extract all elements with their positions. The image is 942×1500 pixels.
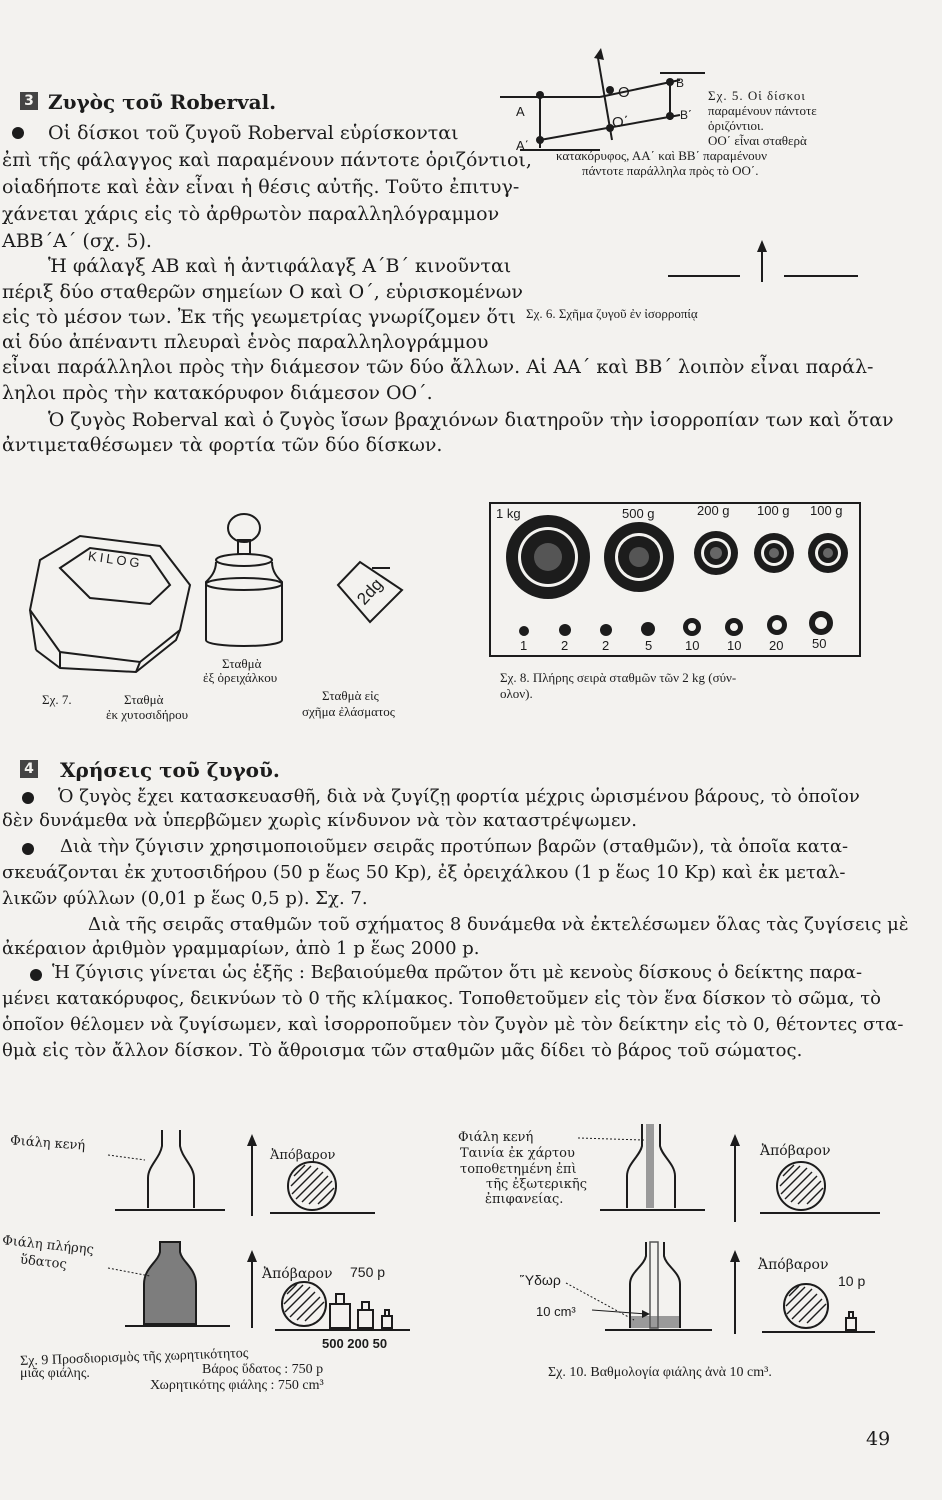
fig8-bottom-label-6: 10 xyxy=(727,638,742,653)
fig9-caption-1: Σχ. 9 Προσδιορισμὸς τῆς χωρητικότητος xyxy=(19,1346,249,1369)
fig10-tare-label-2: Ἀπόβαρον xyxy=(758,1257,829,1273)
fig10-volume-label: 10 cm³ xyxy=(536,1304,576,1319)
fig8-top-label-1: 1 kg xyxy=(496,506,521,521)
fig5-caption-5: κατακόρυφος, ΑΑ΄ καὶ ΒΒ΄ παραμένουν xyxy=(556,148,767,163)
fig5-label-o-prime: O΄ xyxy=(612,114,629,131)
s4-line-2: δὲν δυνάμεθα νὰ ὑπερβῶμεν χωρὶς κίνδυνον νὰ τὸν καταστρέψωμεν. xyxy=(2,810,637,831)
fig10-bottle-label-3: τοποθετημένη ἐπὶ xyxy=(460,1162,577,1177)
s3-line-2: ἐπὶ τῆς φάλαγγος καὶ παραμένουν πάντοτε ὁριζόντιοι, xyxy=(2,149,532,171)
s3-line-7: πέριξ δύο σταθερῶν σημείων Ο καὶ Ο΄, εὑρισκομένων xyxy=(2,281,523,303)
fig9-tare-label-1: Ἀπόβαρον xyxy=(270,1148,336,1163)
section-3-number: 3 xyxy=(20,92,38,110)
fig8-top-label-5: 100 g xyxy=(810,503,843,518)
fig10-bottle-label-1: Φιάλη κενή xyxy=(458,1130,534,1145)
fig5-label-b-prime: B΄ xyxy=(680,108,692,122)
fig8-caption-2: ολον). xyxy=(500,686,533,701)
fig9-caption-2: μιᾶς φιάλης. xyxy=(20,1366,90,1381)
fig5-caption-6: πάντοτε παράλληλα πρὸς τὸ ΟΟ΄. xyxy=(582,163,759,178)
fig8-bottom-label-7: 20 xyxy=(769,638,784,653)
s4-line-8: Ἡ ζύγισις γίνεται ὡς ἑξῆς : Βεβαιούμεθα πρῶτον ὅτι μὲ κενοὺς δίσκους ὁ δείκτης παρα- xyxy=(52,962,863,983)
s4-line-9: μένει κατακόρυφος, δεικνύων τὸ 0 τῆς κλίμακος. Τοποθετοῦμεν εἰς τὸν ἕνα δίσκον τὸ σῶμα, τὸ xyxy=(2,988,882,1009)
s3-line-10: εἶναι παράλληλοι πρὸς τὴν διάμεσον τῶν δύο ἄλλων. Αἱ ΑΑ΄ καὶ ΒΒ΄ λοιπὸν εἶναι παράλ- xyxy=(2,356,874,378)
fig7-cap-brass-2: ἐξ ὀρειχάλκου xyxy=(203,670,278,685)
fig8-bottom-label-2: 2 xyxy=(561,638,569,653)
fig9-capacity: Χωρητικότης φιάλης : 750 cm³ xyxy=(150,1378,324,1393)
fig10-water-label: Ὕδωρ xyxy=(520,1272,561,1288)
fig10-tare-value: 10 p xyxy=(838,1273,866,1289)
s3-line-5: ΑΒΒ΄Α΄ (σχ. 5). xyxy=(2,230,152,252)
fig9-full-bottle-label-1: Φιάλη πλήρης xyxy=(1,1233,95,1258)
s3-line-11: ληλοι πρὸς τὴν κατακόρυφον διάμεσον ΟΟ΄. xyxy=(2,382,433,404)
section-4-title: Χρήσεις τοῦ ζυγοῦ. xyxy=(60,758,280,782)
s4-line-7: ἀκέραιον ἀριθμὸν γραμμαρίων, ἀπὸ 1 p ἕως 2000 p. xyxy=(2,938,480,959)
fig8-bottom-label-8: 50 xyxy=(812,636,827,651)
fig7-cap-sheet-2: σχῆμα ἐλάσματος xyxy=(302,704,395,719)
page-number: 49 xyxy=(866,1428,891,1450)
s3-line-6: Ἡ φάλαγξ ΑΒ καὶ ἡ ἀντιφάλαγξ Α΄Β΄ κινοῦνται xyxy=(48,255,512,277)
fig8-top-label-4: 100 g xyxy=(757,503,790,518)
fig9-empty-bottle-label: Φιάλη κενή xyxy=(9,1133,86,1154)
fig10-bottle-label-4: τῆς ἐξωτερικῆς xyxy=(486,1177,587,1192)
fig7-cap-brass-1: Σταθμὰ xyxy=(222,656,262,671)
s3-line-1: Οἱ δίσκοι τοῦ ζυγοῦ Roberval εὑρίσκονται xyxy=(48,122,459,144)
fig10-bottle-label-5: ἐπιφανείας. xyxy=(485,1192,564,1207)
fig7-cap-iron-1: Σταθμὰ xyxy=(124,692,164,707)
fig7-cap-iron-2: ἐκ χυτοσιδήρου xyxy=(106,707,189,722)
fig8-caption-1: Σχ. 8. Πλήρης σειρὰ σταθμῶν τῶν 2 kg (σύν- xyxy=(500,670,737,685)
s4-line-6: Διὰ τῆς σειρᾶς σταθμῶν τοῦ σχήματος 8 δυνάμεθα νὰ ἐκτελέσωμεν ὅλας τὰς ζυγίσεις μὲ xyxy=(88,914,909,935)
s3-line-8: εἰς τὸ μέσον των. Ἐκ τῆς γεωμετρίας γνωρίζομεν ὅτι xyxy=(2,306,516,328)
fig9-tare-value: 750 p xyxy=(350,1264,386,1280)
s4-line-5: λικῶν φύλλων (0,01 p ἕως 0,5 p). Σχ. 7. xyxy=(2,888,368,909)
fig5-caption-2: παραμένουν πάντοτε xyxy=(708,103,817,118)
fig9-full-bottle-label-2: ὕδατος xyxy=(19,1252,68,1273)
fig9-tare-label-2: Ἀπόβαρον xyxy=(262,1266,333,1282)
s3-line-4: χάνεται χάρις εἰς τὸ ἀρθρωτὸν παραλληλόγραμμον xyxy=(2,203,500,225)
fig10-caption: Σχ. 10. Βαθμολογία φιάλης ἀνὰ 10 cm³. xyxy=(548,1365,772,1380)
fig7-cap-main: Σχ. 7. xyxy=(42,692,72,707)
s3-line-3: οἱαδήποτε καὶ ἐὰν εἶναι ἡ θέσις αὐτῆς. Τοῦτο ἐπιτυγ- xyxy=(2,176,520,198)
s3-line-12: Ὁ ζυγὸς Roberval καὶ ὁ ζυγὸς ἴσων βραχιόνων διατηροῦν τὴν ἰσορροπίαν των καὶ ὅταν xyxy=(48,409,894,431)
fig8-bottom-label-1: 1 xyxy=(520,638,528,653)
fig7-sheet-weight-label: 2dg xyxy=(353,574,387,609)
section-4-number: 4 xyxy=(20,760,38,778)
s4-line-10: ὁποῖον θέλομεν νὰ ζυγίσωμεν, καὶ ἰσορροποῦμεν τὸν ζυγὸν μὲ τὸν δείκτην εἰς τὸ 0, θέτοντες στα- xyxy=(2,1014,904,1035)
fig10-tare-label-1: Ἀπόβαρον xyxy=(760,1143,831,1159)
s4-line-1: Ὁ ζυγὸς ἔχει κατασκευασθῆ, διὰ νὰ ζυγίζῃ φορτία μέχρις ὡρισμένου βάρους, τὸ ὁποῖον xyxy=(58,786,860,807)
fig5-label-a: A xyxy=(516,104,525,119)
s4-line-11: θμὰ εἰς τὸν ἄλλον δίσκον. Τὸ ἄθροισμα τῶν σταθμῶν μᾶς δίδει τὸ βάρος τοῦ σώματος. xyxy=(2,1040,803,1061)
fig7-cap-sheet-1: Σταθμὰ εἰς xyxy=(322,688,379,703)
fig8-top-label-3: 200 g xyxy=(697,503,730,518)
fig9-weights-label: 500 200 50 xyxy=(322,1336,388,1351)
s3-line-13: ἀντιμεταθέσωμεν τὰ φορτία τῶν δύο δίσκων. xyxy=(2,434,443,456)
section-3-title: Ζυγὸς τοῦ Roberval. xyxy=(48,90,277,114)
fig5-caption-4: ΟΟ΄ εἶναι σταθερὰ xyxy=(708,133,807,148)
fig8-bottom-label-5: 10 xyxy=(685,638,700,653)
fig5-caption-3: ὁριζόντιοι. xyxy=(708,118,764,133)
fig6-caption: Σχ. 6. Σχῆμα ζυγοῦ ἐν ἰσορροπίᾳ xyxy=(526,306,698,321)
fig5-label-a-prime: A΄ xyxy=(516,138,529,153)
fig8-bottom-label-4: 5 xyxy=(645,638,653,653)
fig8-bottom-label-3: 2 xyxy=(602,638,610,653)
fig5-caption-1: Σχ. 5. Οἱ δίσκοι xyxy=(708,88,806,103)
s4-line-3: Διὰ τὴν ζύγισιν χρησιμοποιοῦμεν σειρᾶς προτύπων βαρῶν (σταθμῶν), τὰ ὁποῖα κατα- xyxy=(60,836,849,857)
fig9-water-weight: Βάρος ὕδατος : 750 p xyxy=(202,1362,324,1377)
s3-line-9: αἱ δύο ἀπέναντι πλευραὶ ἑνὸς παραλληλογράμμου xyxy=(2,331,489,353)
fig5-label-o: O xyxy=(618,84,630,101)
s4-line-4: σκευάζονται ἐκ χυτοσιδήρου (50 p ἕως 50 Kp), ἐξ ὀρειχάλκου (1 p ἕως 10 Kp) καὶ ἐκ μεταλ- xyxy=(2,862,846,883)
fig8-top-label-2: 500 g xyxy=(622,506,655,521)
fig10-bottle-label-2: Ταινία ἐκ χάρτου xyxy=(460,1146,575,1161)
fig5-label-b: B xyxy=(676,76,685,90)
fig7-kilo-text: KILOG xyxy=(87,548,144,571)
